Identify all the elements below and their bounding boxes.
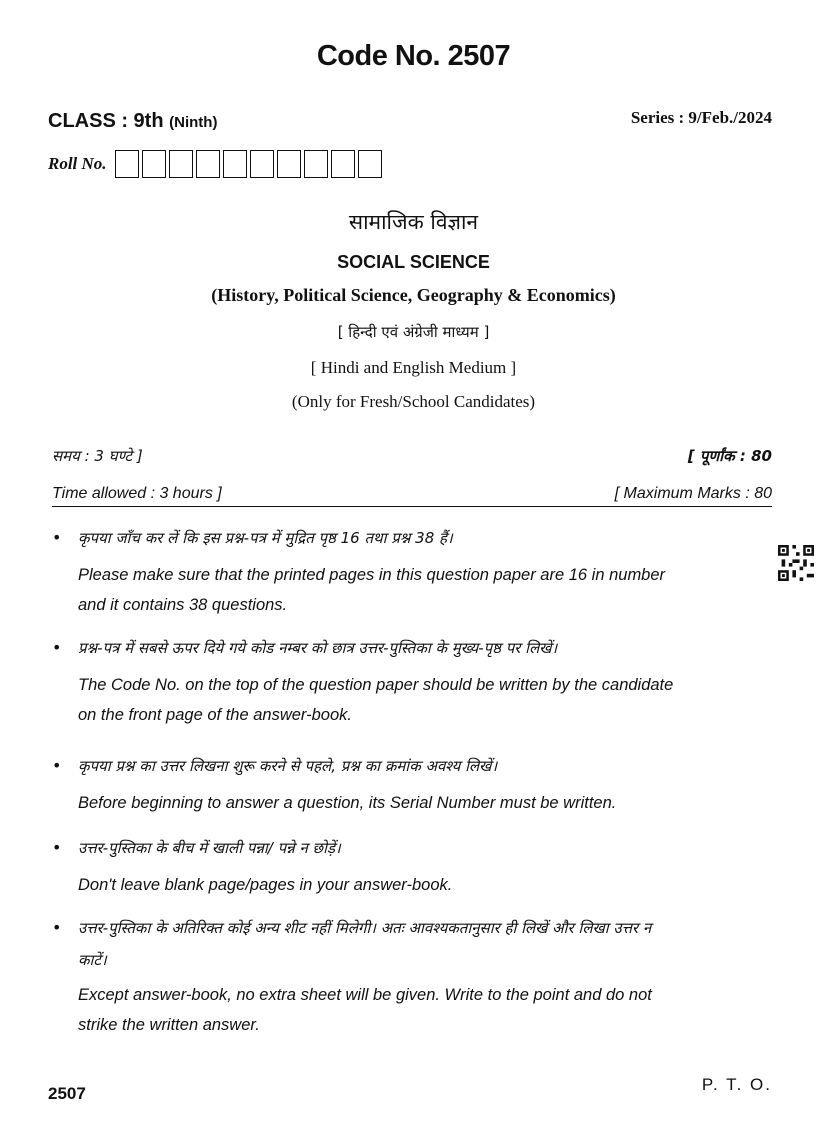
instruction-english: Don't leave blank page/pages in your answer-book.	[78, 876, 453, 894]
roll-box[interactable]	[331, 150, 355, 178]
instruction-english: Before beginning to answer a question, its Serial Number must be written.	[78, 794, 617, 812]
class-paren: (Ninth)	[169, 114, 218, 131]
bullet-icon: •	[52, 756, 62, 775]
time-allowed: Time allowed : 3 hours ]	[52, 485, 222, 502]
instruction-english: Except answer-book, no extra sheet will be given. Write to the point and do not	[78, 986, 652, 1004]
time-row-hindi	[52, 446, 772, 466]
instruction-3	[52, 750, 777, 818]
instruction-1	[52, 522, 777, 620]
roll-box[interactable]	[115, 150, 139, 178]
medium-label: [ Hindi and English Medium ]	[310, 358, 517, 377]
instruction-hindi: उत्तर-पुस्तिका के बीच में खाली पन्ना/ पन्ने न छोड़ें।	[78, 839, 341, 857]
roll-box[interactable]	[277, 150, 301, 178]
maximum-marks: [ Maximum Marks : 80	[614, 485, 772, 502]
subject-title: SOCIAL SCIENCE	[337, 252, 490, 272]
instruction-hindi: कृपया जाँच कर लें कि इस प्रश्न-पत्र में मुद्रित पृष्ठ 16 तथा प्रश्न 38 हैं।	[78, 529, 453, 547]
class-text: CLASS : 9th	[48, 110, 164, 132]
hindi-marks: [ पूर्णांक : 80	[687, 447, 772, 465]
instruction-english: and it contains 38 questions.	[78, 596, 288, 614]
instruction-5	[52, 912, 777, 1040]
code-number: Code No. 2507	[316, 40, 511, 72]
hindi-time: समय : 3 घण्टे ]	[52, 447, 143, 465]
instruction-hindi: प्रश्न-पत्र में सबसे ऊपर दिये गये कोड नम्बर को छात्र उत्तर-पुस्तिका के मुख्य-पृष्ठ पर लिखें।	[78, 639, 558, 657]
roll-box[interactable]	[142, 150, 166, 178]
series-label: Series : 9/Feb./2024	[630, 108, 772, 127]
instruction-hindi: कृपया प्रश्न का उत्तर लिखना शुरू करने से पहले, प्रश्न का क्रमांक अवश्य लिखें।	[78, 757, 498, 775]
instruction-2	[52, 632, 777, 730]
subject-subtitle: (History, Political Science, Geography & Economics)	[211, 285, 616, 305]
time-row-english	[52, 485, 772, 507]
roll-label: Roll No.	[48, 154, 107, 173]
bullet-icon: •	[52, 918, 62, 937]
instruction-hindi-cont: काटें।	[78, 951, 107, 969]
roll-box[interactable]	[250, 150, 274, 178]
roll-box[interactable]	[196, 150, 220, 178]
roll-box[interactable]	[358, 150, 382, 178]
footer-code: 2507	[48, 1084, 86, 1103]
instruction-4	[52, 832, 777, 900]
bullet-icon: •	[52, 638, 62, 657]
hindi-title: सामाजिक विज्ञान	[348, 210, 479, 234]
qr-code-icon	[777, 545, 815, 581]
bullet-icon: •	[52, 838, 62, 857]
instruction-hindi: उत्तर-पुस्तिका के अतिरिक्त कोई अन्य शीट नहीं मिलेगी। अतः आवश्यकतानुसार ही लिखें और लिखा उत्तर न	[78, 919, 652, 937]
bullet-icon: •	[52, 528, 62, 547]
roll-box[interactable]	[304, 150, 328, 178]
hindi-medium: [ हिन्दी एवं अंग्रेजी माध्यम ]	[337, 323, 490, 341]
candidates-label: (Only for Fresh/School Candidates)	[291, 392, 536, 411]
roll-box[interactable]	[223, 150, 247, 178]
instruction-english: The Code No. on the top of the question paper should be written by the candidate	[78, 676, 674, 694]
instruction-english: on the front page of the answer-book.	[78, 706, 352, 724]
pto-label: P. T. O.	[701, 1075, 772, 1094]
class-label	[48, 110, 217, 133]
roll-boxes[interactable]	[115, 150, 385, 178]
instruction-english: strike the written answer.	[78, 1016, 260, 1034]
roll-box[interactable]	[169, 150, 193, 178]
instruction-english: Please make sure that the printed pages in this question paper are 16 in number	[78, 566, 666, 584]
roll-number-row	[48, 150, 385, 178]
